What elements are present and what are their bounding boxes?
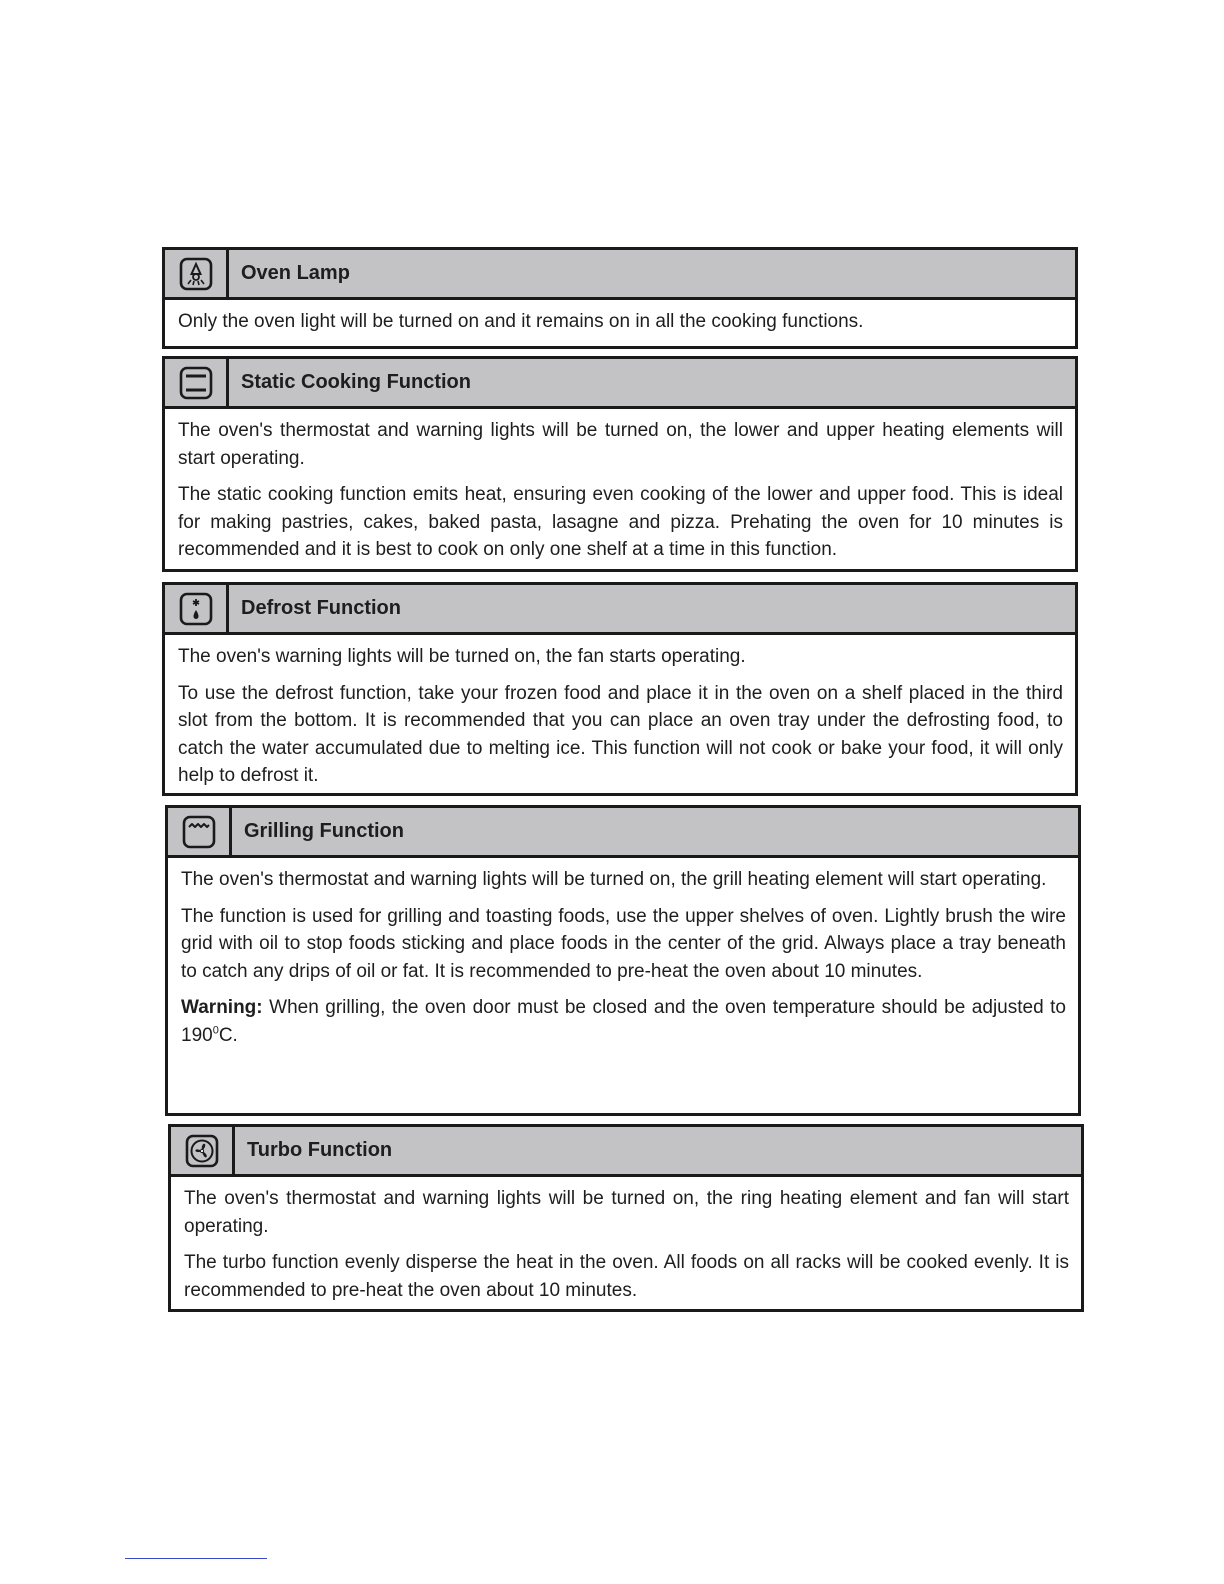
paragraph: The oven's thermostat and warning lights will be turned on, the lower and upper heating elements will start operating.	[178, 420, 1063, 469]
defrost-section	[162, 582, 1078, 796]
footer-divider	[125, 1558, 267, 1559]
oven-lamp-section	[162, 247, 1078, 349]
warning-text: When grilling, the oven door must be closed and the oven temperature should be adjusted to 190	[181, 997, 1066, 1046]
grilling-section	[165, 805, 1081, 1116]
section-header	[165, 250, 1075, 300]
section-header	[168, 808, 1078, 858]
degree-symbol: 0	[212, 1024, 219, 1037]
section-body	[165, 300, 1075, 342]
section-body	[165, 635, 1075, 796]
section-header	[171, 1127, 1081, 1177]
paragraph: The oven's thermostat and warning lights will be turned on, the ring heating element and fan will start operating.	[184, 1188, 1069, 1237]
static-cooking-section	[162, 356, 1078, 572]
turbo-fan-icon	[171, 1127, 235, 1174]
section-header	[165, 359, 1075, 409]
section-body	[165, 409, 1075, 570]
warning-label: Warning:	[181, 997, 263, 1018]
section-title: Static Cooking Function	[241, 371, 471, 393]
oven-lamp-icon	[165, 250, 229, 297]
defrost-icon	[165, 585, 229, 632]
section-title: Oven Lamp	[241, 262, 350, 284]
paragraph: The turbo function evenly disperse the heat in the oven. All foods on all racks will be cooked evenly. It is recommended to pre-heat the oven about 10 minutes.	[184, 1252, 1069, 1301]
static-cooking-icon	[165, 359, 229, 406]
section-header	[165, 585, 1075, 635]
section-body	[168, 858, 1078, 1055]
paragraph: To use the defrost function, take your frozen food and place it in the oven on a shelf placed in the third slot from the bottom. It is recommended that you can place an oven tray under the defrosting food, to catch the water accumulated due to melting ice. This function will not cook or bake your food, it will only help to defrost it.	[178, 682, 1063, 786]
paragraph: The function is used for grilling and toasting foods, use the upper shelves of oven. Lightly brush the wire grid with oil to stop foods sticking and place foods in the center of the grid. Always place a tray beneath to catch any drips of oil or fat. It is recommended to pre-heat the oven about 10 minutes.	[181, 905, 1066, 982]
paragraph: Only the oven light will be turned on and it remains on in all the cooking functions.	[178, 311, 864, 332]
section-title: Defrost Function	[241, 597, 401, 619]
grill-icon	[168, 808, 232, 855]
warning-paragraph	[181, 994, 1066, 1049]
paragraph: The static cooking function emits heat, ensuring even cooking of the lower and upper food. This is ideal for making pastries, cakes, baked pasta, lasagne and pizza. Prehating the oven for 10 minutes is recommended and it is best to cook on only one shelf at a time in this function.	[178, 484, 1063, 560]
paragraph: The oven's thermostat and warning lights will be turned on, the grill heating element will start operating.	[181, 869, 1047, 890]
turbo-section	[168, 1124, 1084, 1312]
temperature-unit: C.	[218, 1024, 238, 1046]
section-body	[171, 1177, 1081, 1310]
paragraph: The oven's warning lights will be turned on, the fan starts operating.	[178, 646, 746, 667]
section-title: Turbo Function	[247, 1139, 393, 1161]
section-title: Grilling Function	[244, 820, 404, 842]
